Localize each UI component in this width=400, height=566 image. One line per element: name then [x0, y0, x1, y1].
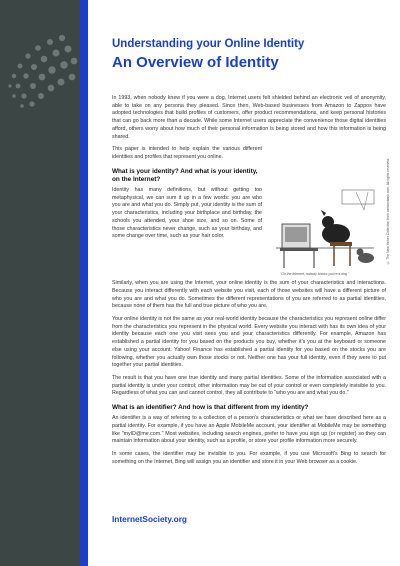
cartoon-illustration	[270, 148, 390, 280]
body-paragraph: An identifier is a way of referring to a collection of a person's characteristics or what we have described here as a partial identity. For example, if you have an Apple MobileMe account, your identifier at MobileMe may be something like "myID@me.com." Most websites, including search engines, prefer to have you sign up (or register) so they can maintain information about your identity, such as a profile, or store your profile information more securely.	[112, 415, 386, 445]
intro-paragraph: In 1993, when nobody knew if you were a dog, Internet users felt shielded behind an electronic veil of anonymity, able to take on any persona they pleased. Since then, Web-based businesses from Amazon to Zappos have adopted technologies that build profiles of customers, offer product recommendations, and keep personal histories that can go back more than a decade. While some Internet users appreciate the convenience those digital identities afford, others worry about how much of their personal information is being stored and how this information is being shared.	[112, 95, 386, 140]
page-kicker: Understanding your Online Identity	[112, 38, 305, 50]
body-paragraph: In some cases, the identifier may be invisible to you. For example, if you use Microsoft's Bing to search for something on the Internet, Bing will assign you an identifier and store it in your Web browser as a cookie.	[112, 451, 386, 465]
header	[112, 37, 384, 73]
intro-paragraph: This paper is intended to help explain the various different identities and profiles that represent you online.	[112, 146, 262, 160]
accent-stripe	[80, 0, 88, 566]
section-heading: What is an identifier? And how is that different from my identity?	[112, 404, 309, 412]
page-title: An Overview of Identity	[112, 54, 279, 71]
dog-at-computer-image	[272, 188, 378, 270]
cartoon-credit: © The New Yorker Collection from cartoonbank.com. All rights reserved.	[386, 158, 390, 265]
left-sidebar	[0, 0, 88, 566]
footer-site-link[interactable]: InternetSociety.org	[112, 514, 187, 524]
section-heading: What is your identity? And what is your identity, on the Internet?	[112, 167, 258, 183]
cartoon-caption: "On the Internet, nobody knows you're a dog."	[280, 272, 350, 277]
body-paragraph: Identity has many definitions, but without getting too metaphysical, we can sum it up in a few words: you are who you are and what you do. Simply put, your identity is the sum of your characteristics, including your birthplace and birthday, the schools you attended, your shoe size, and so on. Some of those characteristics never change, such as your birthday, and some change over time, such as your hair color.	[112, 187, 262, 240]
wrapped-column	[112, 146, 262, 246]
body-paragraph: Similarly, when you are using the Internet, your online identity is the sum of your characteristics and interactions. Because you interact differently with each website you visit, each of those websites will have a different picture of who you are and what you do. Sometimes the different representations of you are referred to as partial identities, because none of them has the full and true picture of who you are.	[112, 280, 386, 310]
article-body	[112, 95, 390, 471]
dot-pattern-icon	[6, 26, 82, 108]
body-paragraph: Your online identity is not the same as your real-world identity because the characteristics you represent online differ from the characteristics you represent in the physical world. Every website you interact with has its own idea of your identity because each one you visit sees you and your characteristics differently. For example, Amazon has established a partial identity for you based on the products you buy, whether it's you at the keyboard or someone else using your account. Yahoo! Finance has established a partial identity for you based on the stocks you are following, whether you actually own those stocks or not. Neither one has your full identity, even if they were to put together your partial identities.	[112, 316, 386, 369]
body-paragraph: The result is that you have one true identity and many partial identities. Some of the information associated with a partial identity is under your control; other information may be out of your control or even completely invisible to you. Regardless of what you can and cannot control, they all contribute to "who you are and what you do."	[112, 374, 386, 397]
